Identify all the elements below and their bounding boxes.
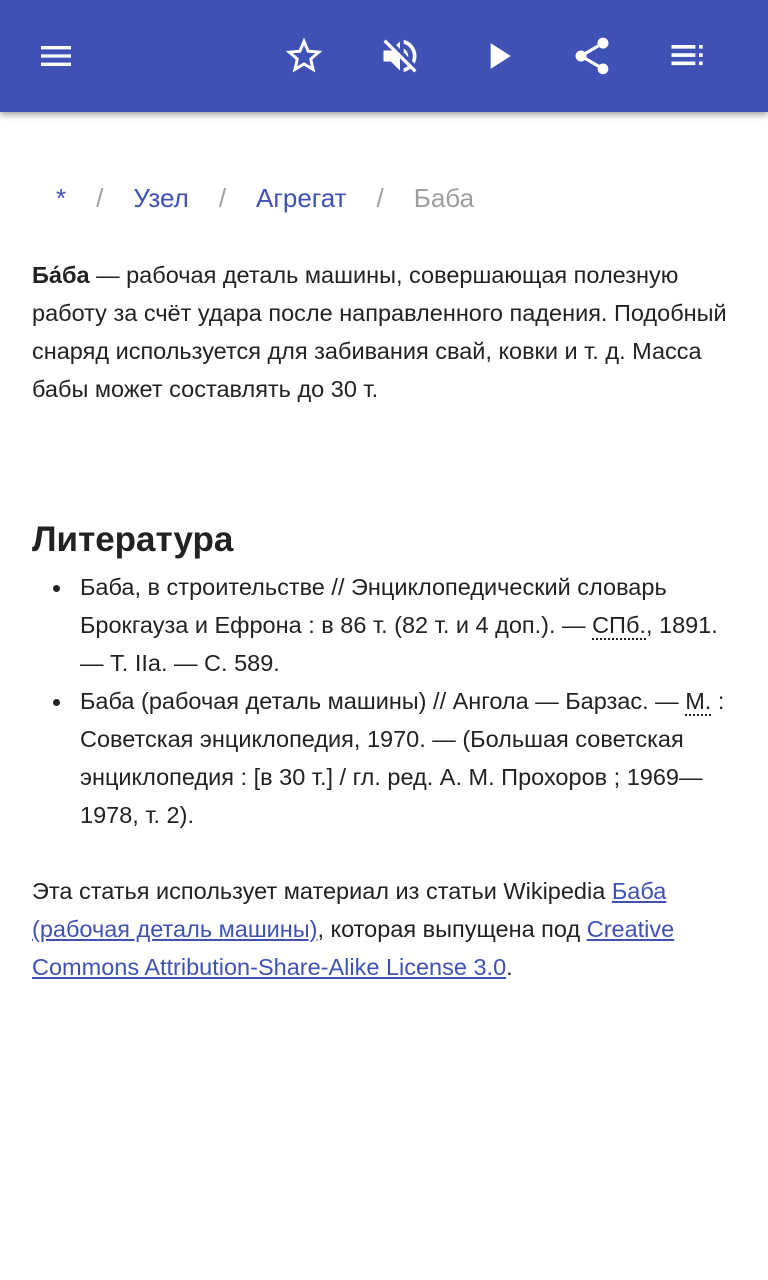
reference-text: Баба (рабочая деталь машины) // Ангола — Барзас. —	[80, 688, 686, 714]
breadcrumb-separator: /	[218, 182, 227, 213]
menu-button[interactable]	[28, 28, 84, 84]
breadcrumb-item-uzel[interactable]: Узел	[133, 182, 189, 213]
reference-text: Баба, в строительстве // Энциклопедический словарь Брокгауза и Ефрона : в 86 т. (82 т. и 4 доп.). —	[80, 574, 667, 638]
license-text: , которая выпущена под	[317, 916, 587, 942]
contents-button[interactable]	[660, 28, 716, 84]
abbreviation-m[interactable]: М.	[685, 688, 712, 714]
reference-list	[32, 568, 742, 834]
license-text: .	[506, 954, 513, 980]
abbreviation-spb[interactable]: СПб.	[592, 612, 646, 638]
source-article-link[interactable]: Баба (рабочая деталь машины)	[32, 878, 667, 942]
share-icon	[570, 34, 614, 78]
breadcrumb-separator: /	[96, 182, 104, 213]
article-intro	[32, 256, 742, 408]
breadcrumb-item-agregat[interactable]: Агрегат	[256, 182, 347, 213]
share-button[interactable]	[564, 28, 620, 84]
menu-icon	[36, 36, 76, 76]
breadcrumb-current: Баба	[413, 182, 475, 213]
license-link[interactable]: Creative Commons Attribution-Share-Alike License 3.0	[32, 916, 675, 980]
playlist-icon	[666, 34, 710, 78]
bullet-icon	[53, 585, 60, 592]
volume-off-icon	[378, 34, 422, 78]
article-definition: — рабочая деталь машины, совершающая полезную работу за счёт удара после направленного падения. Подобный снаряд используется для забивания свай, ковки и т. д. Масса бабы может составлять до 30 т.	[32, 262, 727, 402]
play-icon	[476, 34, 520, 78]
bullet-icon	[53, 699, 60, 706]
favorite-button[interactable]	[276, 28, 332, 84]
license-notice	[32, 872, 742, 986]
breadcrumb	[56, 178, 474, 218]
reference-item	[32, 682, 742, 834]
breadcrumb-item-root[interactable]: *	[56, 182, 67, 213]
reference-text: : Советская энциклопедия, 1970. — (Большая советская энциклопедия : [в 30 т.] / гл. ред. А. М. Прохоров ; 1969—1978, т. 2).	[80, 688, 725, 828]
reference-item	[32, 568, 742, 682]
article-term: Ба́ба	[32, 262, 90, 288]
reference-text: , 1891. — Т. IIa. — С. 589.	[80, 612, 718, 676]
star-outline-icon	[282, 34, 326, 78]
app-toolbar	[0, 0, 768, 112]
breadcrumb-separator: /	[376, 182, 384, 213]
mute-button[interactable]	[372, 28, 428, 84]
license-text: Эта статья использует материал из статьи Wikipedia	[32, 878, 612, 904]
play-button[interactable]	[470, 28, 526, 84]
section-title-literature: Литература	[32, 520, 234, 559]
